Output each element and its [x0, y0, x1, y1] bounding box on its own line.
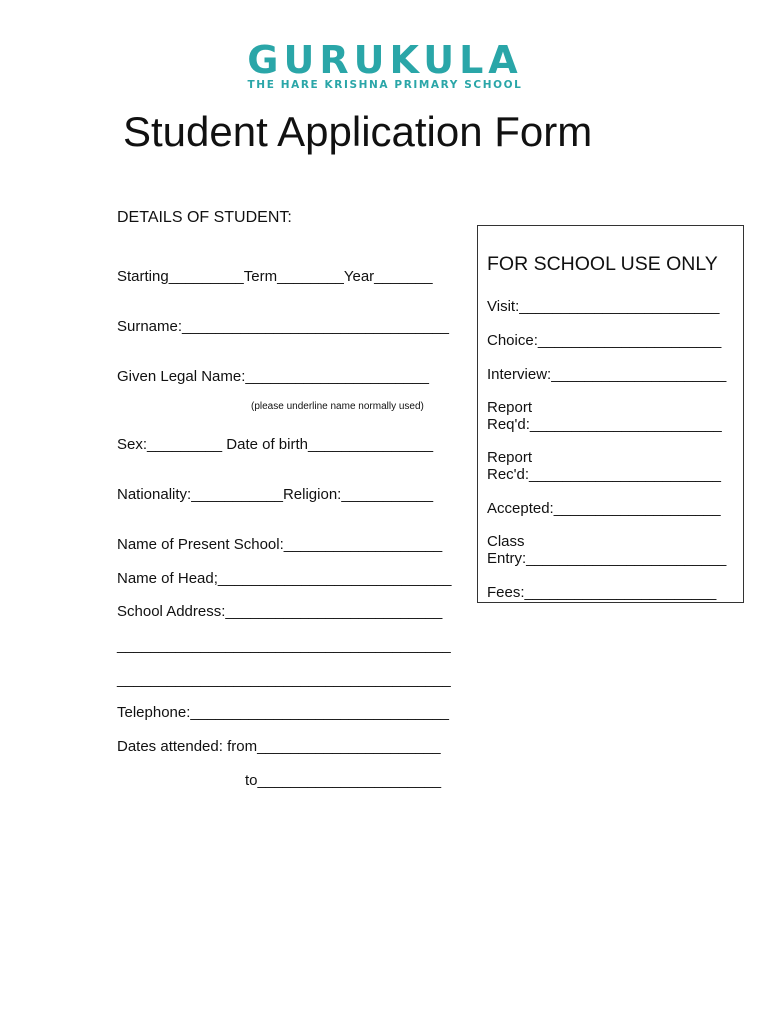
school-address-line-2[interactable]: ________________________________________ — [117, 637, 451, 654]
section-heading-student-details: DETAILS OF STUDENT: — [117, 209, 292, 226]
dates-attended-to-field[interactable]: to______________________ — [245, 772, 442, 789]
school-use-heading: FOR SCHOOL USE ONLY — [487, 253, 718, 275]
page-title: Student Application Form — [123, 108, 593, 155]
choice-field[interactable]: Choice:______________________ — [487, 332, 722, 349]
class-entry-label: Class — [487, 533, 525, 550]
dates-attended-from-field[interactable]: Dates attended: from______________________ — [117, 738, 441, 755]
given-name-note: (please underline name normally used) — [251, 401, 424, 412]
report-reqd-field[interactable]: Req'd:_______________________ — [487, 416, 722, 433]
class-entry-field[interactable]: Entry:________________________ — [487, 550, 727, 567]
report-reqd-label: Report — [487, 399, 533, 416]
present-school-field[interactable]: Name of Present School:___________________ — [117, 536, 443, 553]
report-recd-label: Report — [487, 449, 533, 466]
school-address-line-3[interactable]: ________________________________________ — [117, 671, 451, 688]
fees-field[interactable]: Fees:_______________________ — [487, 584, 717, 601]
accepted-field[interactable]: Accepted:____________________ — [487, 500, 721, 517]
interview-field[interactable]: Interview:_____________________ — [487, 366, 727, 383]
starting-term-year-field[interactable]: Starting_________Term________Year_______ — [117, 268, 433, 285]
surname-field[interactable]: Surname:________________________________ — [117, 318, 449, 335]
given-legal-name-field[interactable]: Given Legal Name:______________________ — [117, 368, 429, 385]
school-address-field[interactable]: School Address:__________________________ — [117, 603, 443, 620]
school-logo-tagline: THE HARE KRISHNA PRIMARY SCHOOL — [247, 79, 523, 91]
report-recd-field[interactable]: Rec'd:_______________________ — [487, 466, 721, 483]
head-name-field[interactable]: Name of Head;____________________________ — [117, 570, 452, 587]
visit-field[interactable]: Visit:________________________ — [487, 298, 720, 315]
nationality-religion-field[interactable]: Nationality:___________Religion:___________ — [117, 486, 434, 503]
telephone-field[interactable]: Telephone:_______________________________ — [117, 704, 450, 721]
sex-dob-field[interactable]: Sex:_________ Date of birth_______________ — [117, 436, 434, 453]
school-logo-wordmark: GURUKULA — [247, 38, 523, 82]
